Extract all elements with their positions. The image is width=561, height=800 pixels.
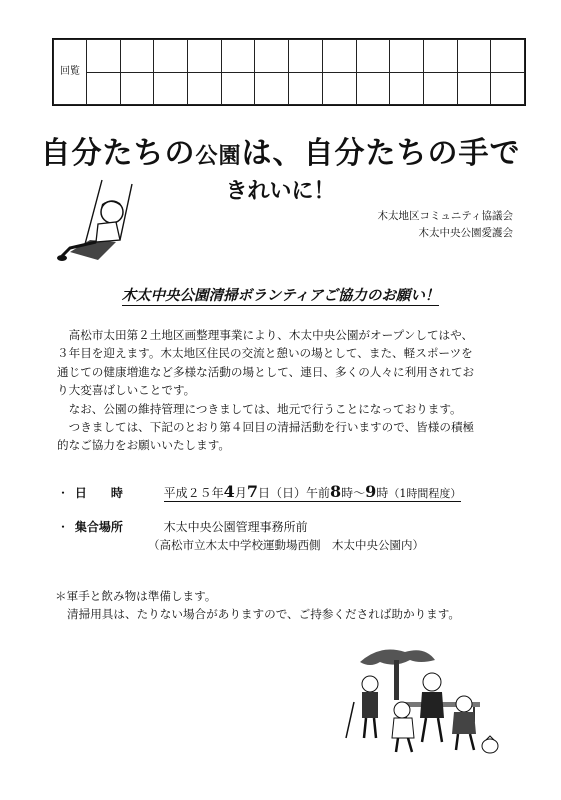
place-detail: （高松市立木太中学校運動場西側 木太中央公園内）: [148, 538, 424, 552]
organizer-1: 木太地区コミュニティ協議会: [377, 210, 513, 222]
body-line-3: 通じての健康増進など多様な活動の場として、連日、多くの人々に利用されてお: [57, 364, 475, 379]
main-title-line2: きれいに！: [225, 179, 336, 204]
request-heading: [0, 284, 561, 305]
schedule-label: 日 時: [74, 486, 123, 500]
schedule-row: [57, 482, 461, 501]
circulation-grid: [52, 38, 526, 106]
cleaning-children-illustration: [340, 642, 505, 757]
schedule-weekday: （日）: [269, 486, 306, 500]
request-heading-text: 木太中央公園清掃ボランティアご協力のお願い！: [121, 288, 440, 304]
schedule-start-hour: 8: [330, 482, 342, 501]
place-bullet: ・: [57, 520, 70, 534]
body-line-1: 高松市太田第２土地区画整理事業により、木太中央公園がオープンしてはや、: [68, 328, 474, 342]
schedule-time-prefix: 午前: [306, 486, 331, 500]
schedule-datetime: [163, 482, 462, 502]
schedule-day: 7: [246, 482, 258, 501]
schedule-day-unit: 日: [257, 486, 270, 500]
circulation-label: 回覧: [54, 40, 87, 105]
schedule-time-sep: 時～: [341, 486, 366, 500]
place-label: 集合場所: [74, 520, 123, 534]
body-line-7: 的なご協力をお願いいたします。: [57, 438, 230, 453]
body-line-5: なお、公園の維持管理につきましては、地元で行うことになっております。: [68, 401, 462, 416]
body-line-6: つきましては、下記のとおり第４回目の清掃活動を行いますので、皆様の積極: [68, 420, 475, 435]
title-part-2: 公園: [195, 144, 242, 169]
schedule-duration: （1時間程度）: [388, 487, 462, 500]
title-part-3: は、自分たちの手で: [241, 136, 521, 171]
place-row: [57, 518, 308, 535]
note-1: ＊軍手と飲み物は準備します。: [55, 589, 217, 603]
schedule-bullet: ・: [57, 486, 70, 500]
place-name: 木太中央公園管理事務所前: [163, 520, 308, 534]
schedule-month-unit: 月: [234, 486, 247, 500]
body-line-2: ３年目を迎えます。木太地区住民の交流と憩いの場として、また、軽スポーツを: [57, 346, 473, 361]
organizers: [378, 208, 513, 242]
schedule-month: 4: [223, 482, 235, 501]
note-2: 清掃用具は、たりない場合がありますので、ご持参くだされば助かります。: [67, 607, 461, 621]
schedule-era: 平成２５年: [163, 486, 224, 500]
body-text: [57, 326, 527, 455]
schedule-hour-unit: 時: [376, 486, 389, 500]
main-title: [0, 128, 561, 172]
title-part-1: 自分たちの: [40, 136, 196, 171]
notes: [55, 587, 460, 623]
organizer-2: 木太中央公園愛護会: [418, 227, 513, 239]
schedule-end-hour: 9: [365, 482, 377, 501]
body-line-4: り大変喜ばしいことです。: [57, 383, 196, 398]
swing-child-illustration: [50, 178, 150, 273]
